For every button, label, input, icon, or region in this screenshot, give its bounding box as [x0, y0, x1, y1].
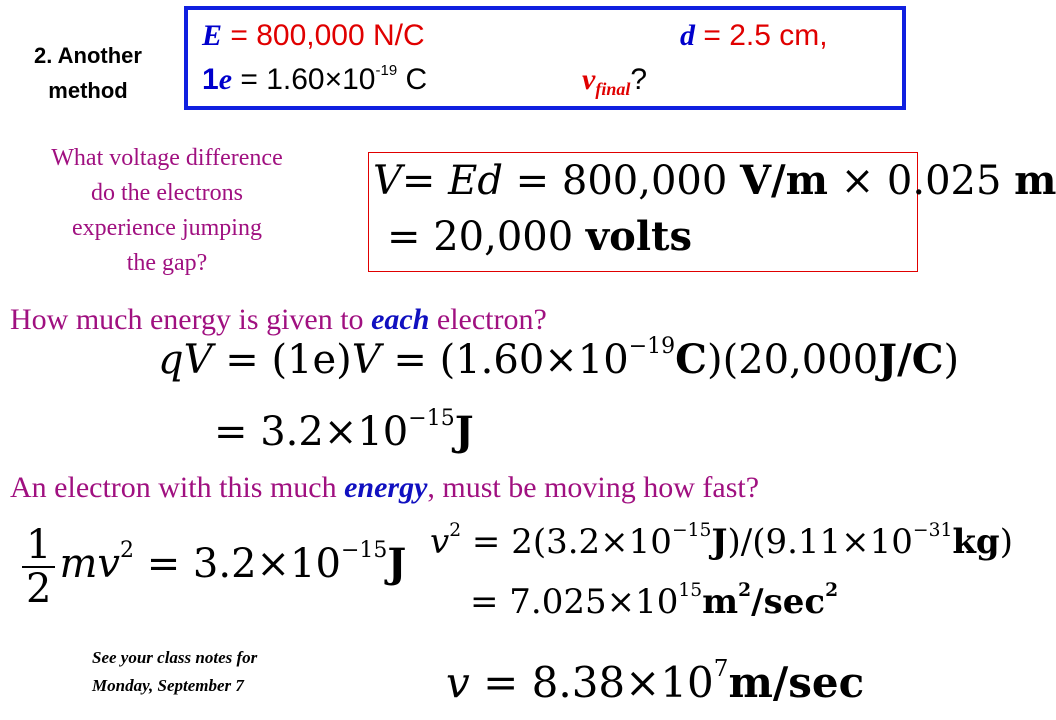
v-squared-equation-line1: [430, 522, 1013, 562]
energy-equation-line2: [214, 408, 474, 455]
energy-question-emphasis: each: [371, 303, 430, 336]
field-unit: V/m: [740, 157, 828, 204]
v-symbol: v: [430, 522, 450, 562]
fraction-numerator: 1: [22, 524, 55, 568]
velocity-question-mark: ?: [630, 63, 648, 96]
distance-symbol: d: [680, 19, 695, 52]
voltage-symbol: V: [373, 158, 402, 204]
v-squared-equation-line2: [470, 579, 839, 622]
meter-unit-exponent: 2: [738, 579, 752, 602]
mv-term: mv: [59, 541, 120, 587]
kilogram-unit: kg: [952, 522, 1000, 562]
velocity-symbol: v: [582, 63, 596, 96]
meter-unit: m: [702, 582, 739, 622]
ed-term: Ed: [448, 158, 503, 204]
distance-unit: m: [1014, 157, 1056, 204]
charge-prefix: 1: [202, 63, 219, 96]
final-velocity-equation: [446, 658, 864, 707]
mass-term-exponent: −31: [912, 520, 953, 542]
v-squared-result-exponent: 15: [678, 580, 703, 602]
voltage-question-line2: do the electrons: [91, 180, 243, 206]
closing-paren-2: ): [999, 522, 1013, 562]
joule-per-coulomb-unit: J/C: [878, 336, 944, 383]
speed-question: [10, 470, 759, 506]
field-value: = 800,000: [502, 158, 741, 204]
second-unit: /sec: [751, 582, 826, 622]
second-unit-exponent: 2: [825, 579, 839, 602]
voltage-question-line3: experience jumping: [72, 215, 262, 241]
e-field-symbol: E: [202, 19, 223, 52]
method-label-line1: 2. Another: [34, 43, 142, 68]
joule-unit: J: [711, 522, 728, 562]
voltage-question-line1: What voltage difference: [51, 145, 283, 171]
method-label-line2: method: [48, 78, 128, 103]
distance-value: = 2.5 cm,: [703, 19, 828, 52]
kinetic-energy-equation: [22, 524, 406, 610]
energy-term-exponent: −15: [671, 520, 712, 542]
energy-question: [10, 302, 547, 338]
e-field-value: = 800,000 N/C: [230, 19, 425, 52]
v-squared-result: = 7.025×10: [470, 582, 679, 622]
kinetic-rhs-unit: J: [387, 540, 407, 587]
voltage-value-term: )(20,000: [706, 337, 879, 383]
class-notes-reference: [92, 644, 257, 700]
energy-question-pre: How much energy is given to: [10, 303, 372, 336]
energy-question-post: electron?: [429, 303, 547, 336]
coulomb-unit: C: [675, 336, 707, 383]
velocity-subscript: final: [595, 79, 631, 99]
notes-line2: Monday, September 7: [92, 676, 244, 695]
notes-line1: See your class notes for: [92, 648, 258, 667]
voltage-equation-line2: [387, 213, 692, 260]
voltage-equation-box: [368, 152, 1056, 272]
kinetic-rhs: = 3.2×10: [133, 541, 341, 587]
mass-term: )/(9.11×10: [727, 522, 913, 562]
charge-value-term: = (1.60×10: [380, 337, 629, 383]
speed-question-pre: An electron with this much: [10, 471, 345, 504]
distance-group: [680, 18, 828, 54]
speed-question-post: , must be moving how fast?: [427, 471, 760, 504]
mv-square: 2: [119, 538, 134, 564]
qv-term: qV: [158, 337, 213, 383]
charge-exponent-term: −19: [628, 334, 676, 360]
final-velocity-exponent: 7: [713, 656, 729, 683]
energy-term: = 2(3.2×10: [461, 522, 672, 562]
energy-result-unit: J: [454, 408, 474, 455]
kinetic-rhs-exponent: −15: [340, 538, 388, 564]
charge-symbol: e: [218, 63, 233, 96]
speed-question-emphasis: energy: [344, 471, 428, 504]
final-velocity-group: [582, 62, 647, 98]
voltage-equation-line1: [373, 157, 1056, 204]
charge-value: = 1.60×10: [240, 63, 376, 96]
energy-equation-line1: [158, 336, 959, 383]
equals-sign: =: [401, 158, 449, 204]
fraction-denominator: 2: [26, 566, 52, 612]
given-values-box: [184, 6, 906, 110]
final-velocity-unit: m/sec: [728, 658, 865, 707]
charge-unit: C: [405, 63, 428, 96]
closing-paren: ): [943, 337, 960, 383]
given-line-2: [202, 62, 648, 99]
given-line-1: [202, 18, 828, 54]
energy-result: = 3.2×10: [214, 409, 409, 455]
distance-term: × 0.025: [827, 158, 1015, 204]
charge-term: = (1e): [212, 337, 352, 383]
final-v-symbol: v: [446, 658, 470, 707]
energy-result-exponent: −15: [408, 406, 455, 432]
charge-exponent: -19: [375, 62, 398, 79]
voltage-question-line4: the gap?: [126, 250, 208, 276]
voltage-question: [12, 141, 322, 281]
v-term: V: [351, 337, 381, 383]
method-label: [8, 38, 168, 108]
voltage-result: = 20,000: [387, 214, 586, 260]
one-half-fraction: [22, 524, 55, 610]
final-velocity-value: = 8.38×10: [469, 658, 714, 707]
voltage-result-unit: volts: [585, 213, 693, 260]
v-square: 2: [449, 520, 462, 542]
